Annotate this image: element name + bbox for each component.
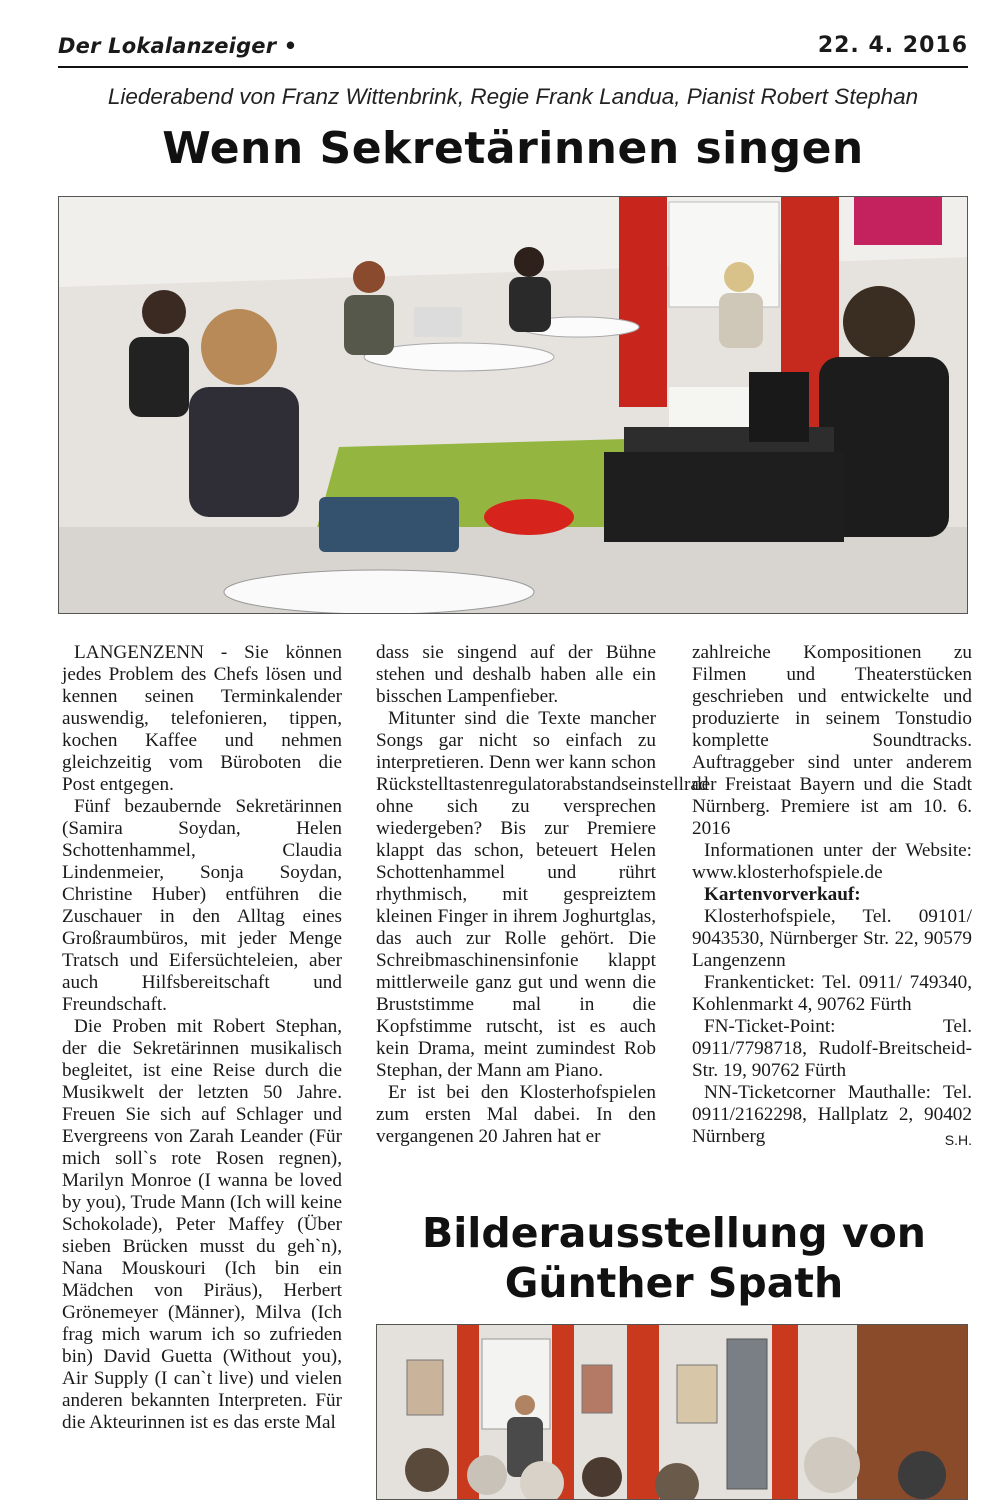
article-column-3 [692, 642, 972, 1151]
paper-name: Der Lokalanzeiger • [58, 34, 298, 58]
ticket-outlet [692, 1082, 972, 1148]
ticket-presale-heading: Kartenvorverkauf: [704, 884, 861, 905]
author-initials: S.H. [944, 1132, 972, 1148]
rehearsal-photo [58, 196, 968, 614]
website-info: Informationen unter der Website: www.klosterhofspiele.de [692, 840, 972, 883]
headline-line-2: Günther Spath [504, 1259, 844, 1307]
second-article-headline [376, 1208, 972, 1308]
ticket-outlet-text: NN-Ticketcorner Mauthalle: Tel. 0911/2162298, Hallplatz 2, 90402 Nürnberg [692, 1082, 972, 1147]
paragraph: dass sie singend auf der Bühne stehen und deshalb haben alle ein bisschen Lampenfieber. [376, 642, 656, 707]
exhibition-photo [376, 1324, 968, 1500]
article-kicker: Liederabend von Franz Wittenbrink, Regie Frank Landua, Pianist Robert Stephan [107, 84, 919, 109]
paragraph: Die Proben mit Robert Stephan, der die Sekretärinnen musikalisch begleitet, ist eine Reise durch die Musikwelt der letzten 50 Jahre. Freuen Sie sich auf Schlager und Evergreens von Zarah Leander (Für mich soll`s rote Rosen regnen), Marilyn Monroe (I wanna be loved by you), Trude Mann (Ich will keine Schokolade), Peter Maffey (Über sieben Brücken musst du geh`n), Nana Mouskouri (Ich bin ein Mädchen von Piräus), Herbert Grönemeyer (Männer), Milva (Ich frag mich warum ich so zufrieden bin) David Guetta (Without you), Air Supply (I can`t live) und vielen anderen bekannten Interpreten. Für die Akteurinnen ist es das erste Mal [62, 1016, 342, 1433]
ticket-outlet: Klosterhofspiele, Tel. 09101/ 9043530, Nürnberger Str. 22, 90579 Langenzenn [692, 906, 972, 971]
ticket-outlet: Frankenticket: Tel. 0911/ 749340, Kohlenmarkt 4, 90762 Fürth [692, 972, 972, 1015]
ticket-outlet: FN-Ticket-Point: Tel. 0911/7798718, Rudolf-Breitscheid-Str. 19, 90762 Fürth [692, 1016, 972, 1081]
article-headline: Wenn Sekretärinnen singen [162, 123, 864, 174]
headline-line-1: Bilderausstellung von [422, 1209, 926, 1257]
masthead [58, 30, 968, 68]
paragraph: zahlreiche Kompositionen zu Filmen und Theaterstücken geschrieben und entwickelte und produzierte in seinem Tonstudio komplette Soundtracks. Auftraggeber sind unter anderem der Freistaat Bayern und die Stadt Nürnberg. Premiere ist am 10. 6. 2016 [692, 642, 972, 839]
issue-date: 22. 4. 2016 [817, 33, 968, 58]
exhibition-photo-illustration [377, 1325, 968, 1500]
article-column-1 [62, 642, 342, 1434]
paragraph: Er ist bei den Klosterhofspielen zum ersten Mal dabei. In den vergangenen 20 Jahren hat er [376, 1082, 656, 1147]
article-column-2 [376, 642, 709, 1148]
rehearsal-photo-illustration [59, 197, 968, 614]
paragraph: Mitunter sind die Texte mancher Songs gar nicht so einfach zu interpretieren. Denn wer kann schon Rückstelltastenregulatorabstandseinstellrad ohne sich zu versprechen wiedergeben? Bis zur Premiere klappt das schon, beteuert Helen Schottenhammel und rührt rhythmisch, mit gespreiztem kleinen Finger in ihrem Joghurtglas, das auch zur Rolle gehört. Die Schreibmaschinensinfonie klappt mittlerweile ganz gut und wenn die Bruststimme mal in die Kopfstimme rutscht, ist es auch kein Drama, meint zumindest Rob Stephan, der Mann am Piano. [376, 708, 709, 1081]
paragraph: Fünf bezaubernde Sekretärinnen (Samira Soydan, Helen Schottenhammel, Claudia Lindenmeier, Sonja Soydan, Christine Huber) entführen die Zuschauer in den Alltag eines Großraumbüros, mit jeder Menge Tratsch und Eifersüchteleien, aber auch Hilfsbereitschaft und Freundschaft. [62, 796, 342, 1015]
paragraph: LANGENZENN - Sie können jedes Problem des Chefs lösen und kennen seinen Terminkalender auswendig, telefonieren, tippen, kochen Kaffee und nehmen gleichzeitig vom Büroboten die Post entgegen. [62, 642, 342, 795]
